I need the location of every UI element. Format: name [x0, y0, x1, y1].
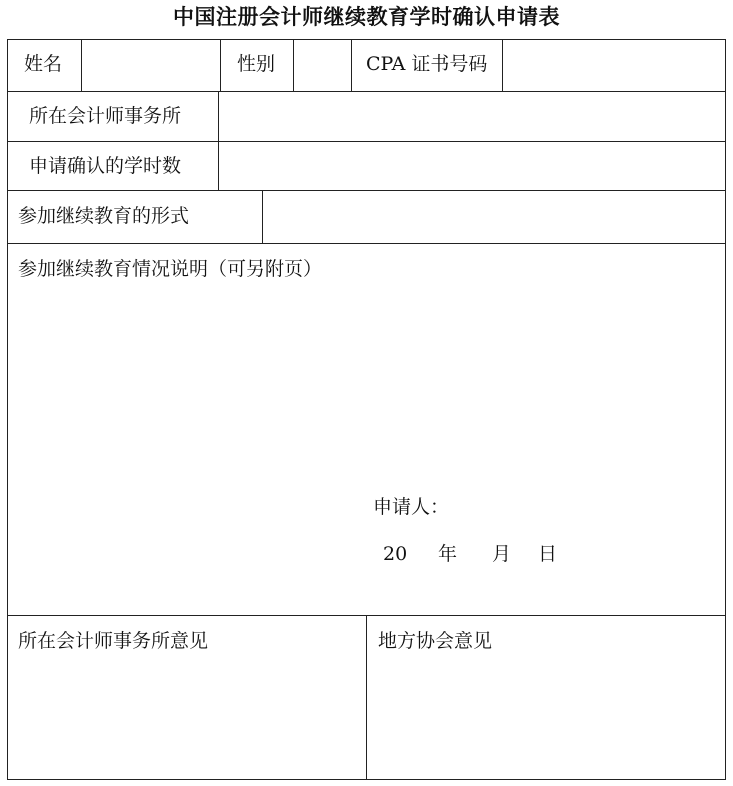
cpa-number-label: CPA 证书号码 — [366, 53, 488, 75]
cpa-number-field[interactable] — [503, 40, 725, 91]
name-label: 姓名 — [24, 53, 63, 75]
association-opinion-field[interactable] — [367, 656, 725, 778]
hours-field[interactable] — [219, 142, 725, 190]
description-label: 参加继续教育情况说明（可另附页） — [18, 258, 323, 280]
date-year-label: 年 — [438, 543, 458, 565]
form-title: 中国注册会计师继续教育学时确认申请表 — [173, 4, 560, 29]
col-divider-name-value — [220, 39, 221, 91]
education-form-field[interactable] — [263, 191, 725, 243]
applicant-label: 申请人： — [373, 496, 450, 518]
gender-label: 性别 — [237, 53, 276, 75]
education-form-label: 参加继续教育的形式 — [18, 205, 190, 227]
name-field[interactable] — [82, 40, 220, 91]
firm-opinion-label: 所在会计师事务所意见 — [18, 630, 209, 652]
col-divider-gender-value — [351, 39, 352, 91]
firm-opinion-field[interactable] — [8, 656, 366, 778]
description-field[interactable] — [8, 284, 725, 484]
date-year-prefix: 20 — [383, 543, 408, 565]
hours-label: 申请确认的学时数 — [29, 155, 182, 177]
firm-label: 所在会计师事务所 — [29, 105, 182, 127]
date-day-label: 日 — [538, 543, 558, 565]
date-month-label: 月 — [492, 543, 512, 565]
row-divider-4 — [7, 243, 726, 244]
gender-field[interactable] — [294, 40, 351, 91]
association-opinion-label: 地方协会意见 — [378, 630, 493, 652]
firm-field[interactable] — [219, 92, 725, 141]
